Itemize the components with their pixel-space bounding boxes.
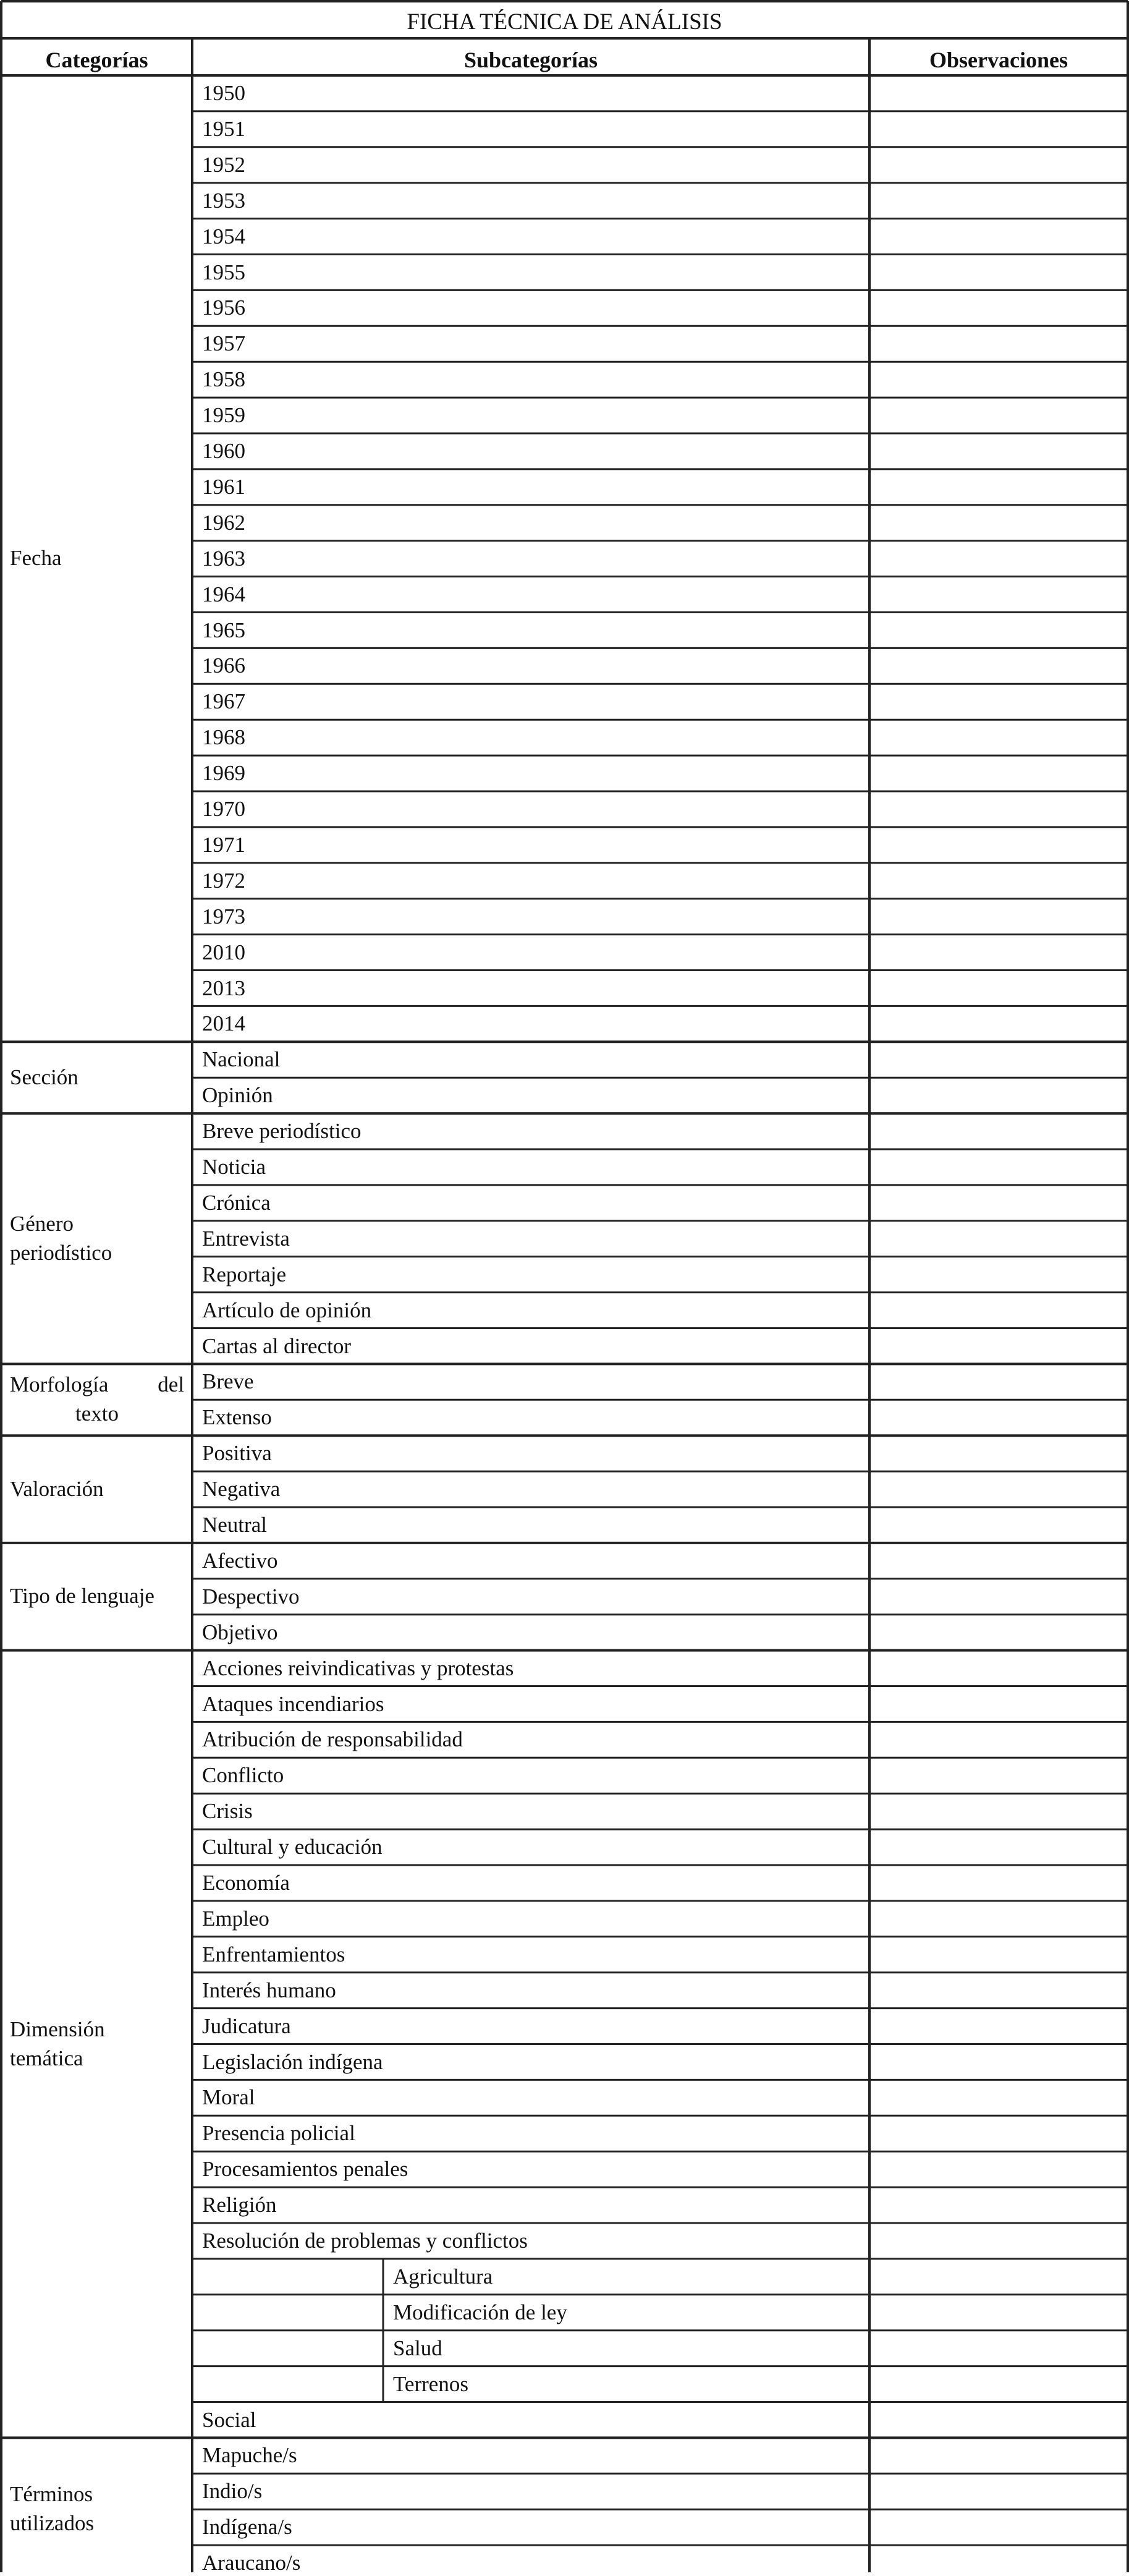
category-label: Tipo de lenguaje	[10, 1584, 154, 1609]
table-cell: 2013	[202, 976, 245, 1000]
table-cell: Empleo	[202, 1906, 269, 1931]
table-cell: Atribución de responsabilidad	[202, 1727, 463, 1752]
category-label: Sección	[10, 1065, 78, 1089]
table-cell: Negativa	[202, 1477, 281, 1502]
table-subcell: Salud	[393, 2336, 442, 2360]
table-cell: 2010	[202, 940, 245, 964]
table-cell: Cartas al director	[202, 1333, 352, 1358]
category-label: Morfología del	[10, 1372, 184, 1397]
category-label: Género	[10, 1211, 74, 1236]
table-cell: Noticia	[202, 1155, 266, 1179]
table-cell: Positiva	[202, 1441, 272, 1466]
table-cell: Entrevista	[202, 1226, 290, 1251]
table-cell: 1956	[202, 295, 245, 320]
table-cell: Crisis	[202, 1799, 253, 1824]
table-cell: 1965	[202, 618, 245, 642]
table-cell: Economía	[202, 1871, 290, 1895]
table-cell: Objetivo	[202, 1620, 278, 1644]
table-cell: 1961	[202, 474, 245, 499]
table-cell: 1950	[202, 81, 245, 105]
table-cell: Nacional	[202, 1047, 281, 1072]
category-label: texto	[75, 1401, 119, 1426]
table-cell: 1967	[202, 689, 245, 714]
table-cell: Conflicto	[202, 1763, 284, 1788]
table-cell: 1954	[202, 224, 245, 249]
category-label: temática	[10, 2046, 83, 2070]
table-cell: 2014	[202, 1011, 245, 1036]
table-cell: Cultural y educación	[202, 1835, 383, 1860]
table-cell: Presencia policial	[202, 2121, 355, 2146]
table-cell: 1953	[202, 188, 245, 213]
table-cell: Afectivo	[202, 1548, 278, 1573]
table-cell: Indio/s	[202, 2479, 263, 2504]
table-cell: Extenso	[202, 1405, 272, 1430]
table-cell: 1958	[202, 367, 245, 392]
table-cell: 1955	[202, 260, 245, 284]
table-cell: Reportaje	[202, 1262, 287, 1286]
table-cell: 1966	[202, 653, 245, 678]
table-cell: 1970	[202, 797, 245, 821]
table-cell: Artículo de opinión	[202, 1298, 372, 1322]
table-cell: 1969	[202, 761, 245, 786]
table-cell: Procesamientos penales	[202, 2157, 408, 2182]
table-cell: 1968	[202, 725, 245, 750]
sheet-title: FICHA TÉCNICA DE ANÁLISIS	[407, 9, 722, 35]
table-cell: Enfrentamientos	[202, 1942, 345, 1966]
table-cell: Breve	[202, 1369, 254, 1394]
table-cell: Moral	[202, 2085, 255, 2110]
table-cell: 1972	[202, 868, 245, 893]
table-cell: Legislación indígena	[202, 2049, 383, 2074]
table-cell: Ataques incendiarios	[202, 1691, 384, 1716]
table-cell: 1951	[202, 116, 245, 141]
category-label: periodístico	[10, 1240, 112, 1265]
table-cell: Resolución de problemas y conflictos	[202, 2229, 528, 2253]
table-cell: Breve periodístico	[202, 1119, 362, 1144]
table-cell: Social	[202, 2407, 256, 2432]
table-cell: Indígena/s	[202, 2515, 292, 2540]
table-subcell: Terrenos	[393, 2371, 468, 2396]
table-cell: Araucano/s	[202, 2551, 301, 2575]
category-label: Valoración	[10, 1476, 104, 1501]
table-cell: 1973	[202, 904, 245, 929]
table-cell: Opinión	[202, 1083, 273, 1108]
table-cell: Judicatura	[202, 2013, 291, 2038]
table-cell: 1964	[202, 582, 245, 606]
category-label: Términos	[10, 2482, 93, 2507]
category-label: utilizados	[10, 2511, 95, 2536]
table-cell: 1960	[202, 439, 245, 463]
header-categorias: Categorías	[45, 48, 148, 72]
table-subcell: Modificación de ley	[393, 2300, 567, 2324]
table-cell: Neutral	[202, 1513, 267, 1537]
header-subcategorias: Subcategorías	[464, 48, 598, 72]
table-subcell: Agricultura	[393, 2264, 493, 2289]
table-cell: 1963	[202, 546, 245, 571]
table-cell: Mapuche/s	[202, 2443, 297, 2468]
header-observaciones: Observaciones	[929, 48, 1068, 72]
table-cell: 1962	[202, 510, 245, 535]
table-cell: Acciones reivindicativas y protestas	[202, 1656, 514, 1680]
table-cell: Despectivo	[202, 1584, 300, 1609]
table-cell: 1957	[202, 331, 245, 356]
table-cell: Interés humano	[202, 1978, 336, 2002]
table-cell: 1959	[202, 403, 245, 428]
category-label: Fecha	[10, 546, 62, 571]
table-cell: Crónica	[202, 1190, 271, 1215]
table-cell: Religión	[202, 2193, 277, 2217]
table-cell: 1952	[202, 152, 245, 177]
table-cell: 1971	[202, 832, 245, 857]
category-label: Dimensión	[10, 2017, 105, 2041]
